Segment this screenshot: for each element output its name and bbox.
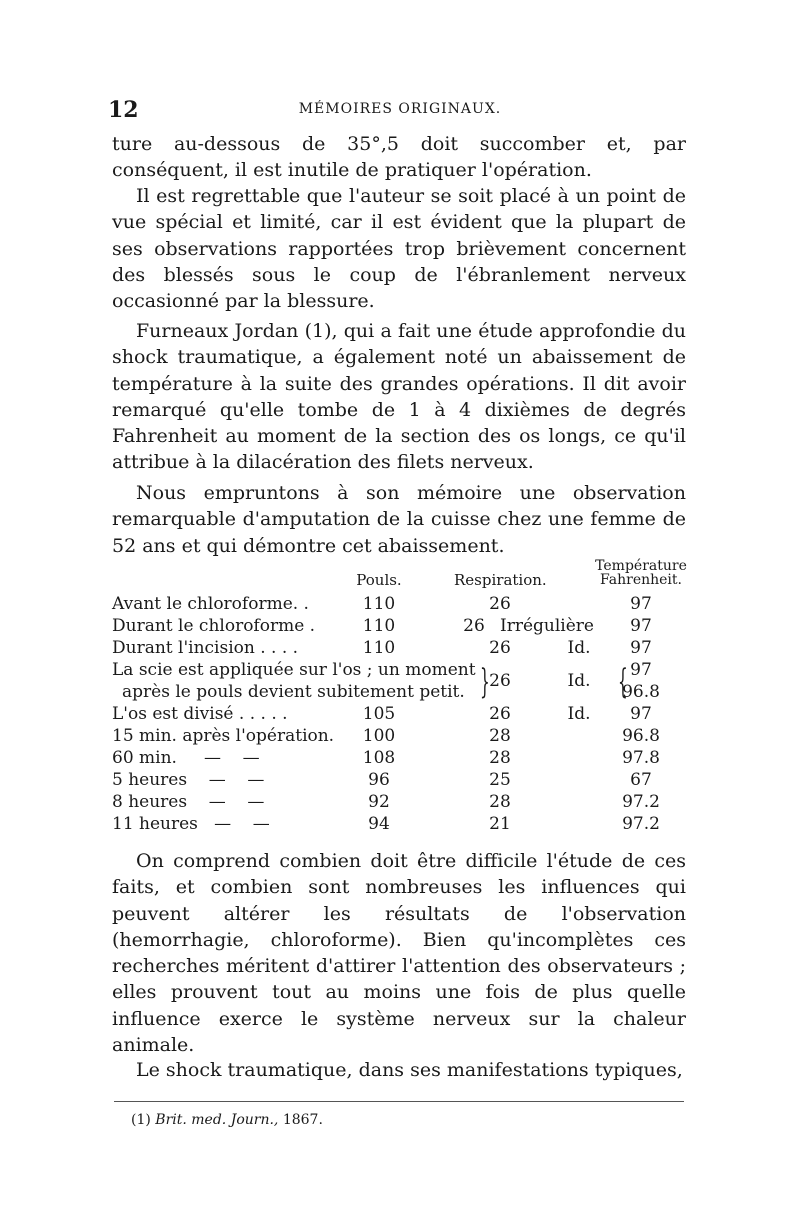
row-note: Id. xyxy=(567,704,591,724)
row-label: 11 heures — — xyxy=(112,814,270,834)
row-label: Durant l'incision . . . . xyxy=(112,638,299,658)
brace-left: } xyxy=(479,662,490,702)
footnote-year: 1867. xyxy=(282,1112,323,1128)
row-resp: 28 xyxy=(489,726,511,746)
row-pouls: 105 xyxy=(362,704,396,724)
row-temp: 97.8 xyxy=(622,748,660,768)
table-row xyxy=(112,703,700,725)
running-title: MÉMOIRES ORIGINAUX. xyxy=(298,101,502,117)
row-pouls: 96 xyxy=(368,770,390,790)
paragraph-4: Nous empruntons à son mémoire une observation remarquable d'amputation de la cuisse chez une femme de 52 ans et qui démontre cet abaissement. xyxy=(112,482,686,557)
table-row xyxy=(112,769,700,791)
table-row xyxy=(112,615,700,637)
row-resp: 26 xyxy=(489,671,511,691)
row-temp: 97 xyxy=(630,660,652,680)
paragraph-3: Furneaux Jordan (1), qui a fait une étude approfondie du shock traumatique, a également noté un abaissement de température à la suite des grandes opérations. Il dit avoir remarqué qu'elle tombe de 1 à 4 dixièmes de degrés Fahrenheit au moment de la section des os longs, ce qu'il attribue à la dilacération des filets nerveux. xyxy=(112,320,686,474)
page-header xyxy=(108,97,692,121)
temp-header-line1: Température xyxy=(595,558,687,574)
row-note: Irrégulière xyxy=(500,616,594,636)
footnote xyxy=(131,1112,323,1128)
row-resp: 26 xyxy=(489,704,511,724)
row-temp: 97 xyxy=(630,638,652,658)
row-label: 5 heures — — xyxy=(112,770,265,790)
row-temp: 67 xyxy=(630,770,652,790)
row-label: Avant le chloroforme. . xyxy=(112,594,309,614)
row-label: 15 min. après l'opération. xyxy=(112,726,335,746)
row-temp: 97.2 xyxy=(622,814,660,834)
row-label-continued: après le pouls devient subitement petit. xyxy=(122,682,465,702)
row-pouls: 92 xyxy=(368,792,390,812)
row-pouls: 94 xyxy=(368,814,390,834)
row-pouls: 110 xyxy=(362,638,396,658)
row-resp: 28 xyxy=(489,792,511,812)
table-row xyxy=(112,813,700,835)
row-label: La scie est appliquée sur l'os ; un moment xyxy=(112,660,476,680)
table-row xyxy=(112,659,700,703)
table-row xyxy=(112,747,700,769)
row-note: Id. xyxy=(567,671,591,691)
row-label: 8 heures — — xyxy=(112,792,265,812)
row-label: 60 min. — — xyxy=(112,748,260,768)
table-row xyxy=(112,725,700,747)
row-resp: 25 xyxy=(489,770,511,790)
row-note: Id. xyxy=(567,638,591,658)
row-pouls: 100 xyxy=(362,726,396,746)
row-resp: 26 xyxy=(463,616,485,636)
pouls-header: Pouls. xyxy=(356,571,402,589)
paragraph-5: On comprend combien doit être difficile l'étude de ces faits, et combien sont nombreuses les influences qui peuvent altérer les résultats de l'observation (hemorrhagie, chloroforme). Bien qu'incomplètes ces recherches méritent d'attirer l'attention des observateurs ; elles prouvent tout au moins une fois de plus quelle influence exerce le système nerveux sur la chaleur animale. xyxy=(112,850,686,1057)
brace-right: { xyxy=(617,662,628,702)
row-resp: 26 xyxy=(489,638,511,658)
row-pouls: 108 xyxy=(362,748,396,768)
paragraph-2: Il est regrettable que l'auteur se soit placé à un point de vue spécial et limité, car il est évident que la plupart de ses observations rapportées trop brièvement concernent des blessés sous le coup de l'ébranlement nerveux occasionné par la blessure. xyxy=(112,185,686,313)
row-temp: 97.2 xyxy=(622,792,660,812)
row-resp: 28 xyxy=(489,748,511,768)
row-resp: 21 xyxy=(489,814,511,834)
table-row xyxy=(112,593,700,615)
footnote-marker: (1) xyxy=(131,1112,151,1128)
paragraph-1: ture au-dessous de 35°,5 doit succomber et, par conséquent, il est inutile de pratiquer l'opération. xyxy=(112,133,686,182)
row-pouls: 110 xyxy=(362,594,396,614)
row-temp: 97 xyxy=(630,704,652,724)
temp-header-line2: Fahrenheit. xyxy=(600,572,682,588)
page-number: 12 xyxy=(108,97,139,123)
row-label: L'os est divisé . . . . . xyxy=(112,704,288,724)
row-label: Durant le chloroforme . xyxy=(112,616,316,636)
footnote-divider xyxy=(114,1101,684,1102)
footnote-source: Brit. med. Journ., xyxy=(155,1112,279,1128)
table-row xyxy=(112,637,700,659)
paragraph-6: Le shock traumatique, dans ses manifestations typiques, xyxy=(136,1059,683,1081)
table-header-row xyxy=(112,569,700,591)
table-row xyxy=(112,791,700,813)
row-temp: 96.8 xyxy=(622,726,660,746)
row-temp: 97 xyxy=(630,594,652,614)
row-temp-second: 96.8 xyxy=(622,682,660,702)
row-resp: 26 xyxy=(489,594,511,614)
row-pouls: 110 xyxy=(362,616,396,636)
respiration-header: Respiration. xyxy=(454,571,547,589)
row-temp: 97 xyxy=(630,616,652,636)
